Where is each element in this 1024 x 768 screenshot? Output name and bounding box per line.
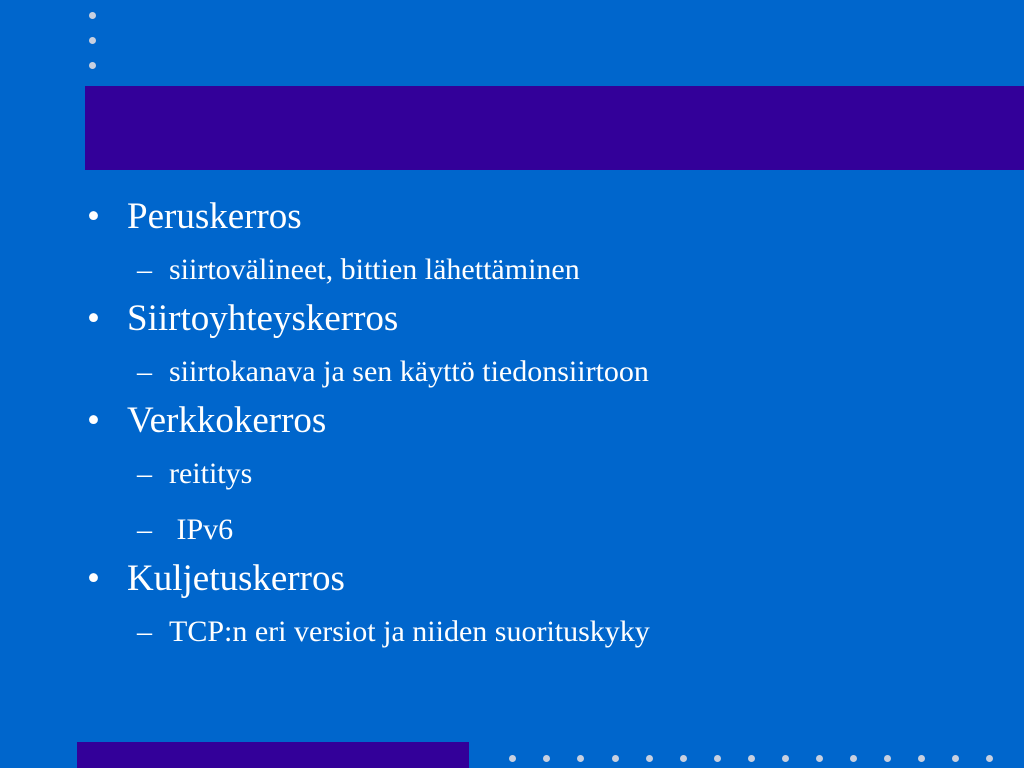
bullet-item [85,298,1005,340]
decor-dot [646,755,653,762]
bullet-marker: • [87,196,100,237]
sub-bullet-item [85,355,1005,389]
decor-dot [884,755,891,762]
decor-dot [850,755,857,762]
sub-bullet-marker: – [137,513,152,546]
bullet-text: Siirtoyhteyskerros [127,298,399,339]
bullet-item [85,558,1005,600]
decor-dot [89,12,96,19]
sub-bullet-item [85,253,1005,287]
decor-dot [680,755,687,762]
bullet-item [85,196,1005,238]
sub-bullet-item [85,513,1005,547]
bullet-marker: • [87,558,100,599]
sub-bullet-text: TCP:n eri versiot ja niiden suorituskyky [169,615,650,648]
decor-dot [714,755,721,762]
bullet-text: Peruskerros [127,196,302,237]
sub-bullet-text: IPv6 [169,513,234,546]
bullet-text: Kuljetuskerros [127,558,345,599]
decor-dot [612,755,619,762]
bullet-marker: • [87,298,100,339]
sub-bullet-marker: – [137,457,152,490]
sub-bullet-marker: – [137,615,152,648]
sub-bullet-text: reititys [169,457,253,490]
decor-dot [986,755,993,762]
decor-dot [89,62,96,69]
sub-bullet-marker: – [137,253,152,286]
decor-dot [952,755,959,762]
slide-content [85,196,1005,649]
sub-bullet-text: siirtokanava ja sen käyttö tiedonsiirtoon [169,355,649,388]
decor-dot [577,755,584,762]
sub-bullet-marker: – [137,355,152,388]
decor-dot [89,37,96,44]
decor-dot [782,755,789,762]
decor-dot [543,755,550,762]
sub-bullet-item [85,457,1005,491]
sub-bullet-text: siirtovälineet, bittien lähettäminen [169,253,580,286]
title-band [85,86,1024,170]
decor-dot [748,755,755,762]
footer-band [77,742,469,768]
decor-dot [918,755,925,762]
bullet-marker: • [87,400,100,441]
bullet-text: Verkkokerros [127,400,327,441]
decor-dot [816,755,823,762]
sub-bullet-item [85,615,1005,649]
decor-dot [509,755,516,762]
bullet-item [85,400,1005,442]
